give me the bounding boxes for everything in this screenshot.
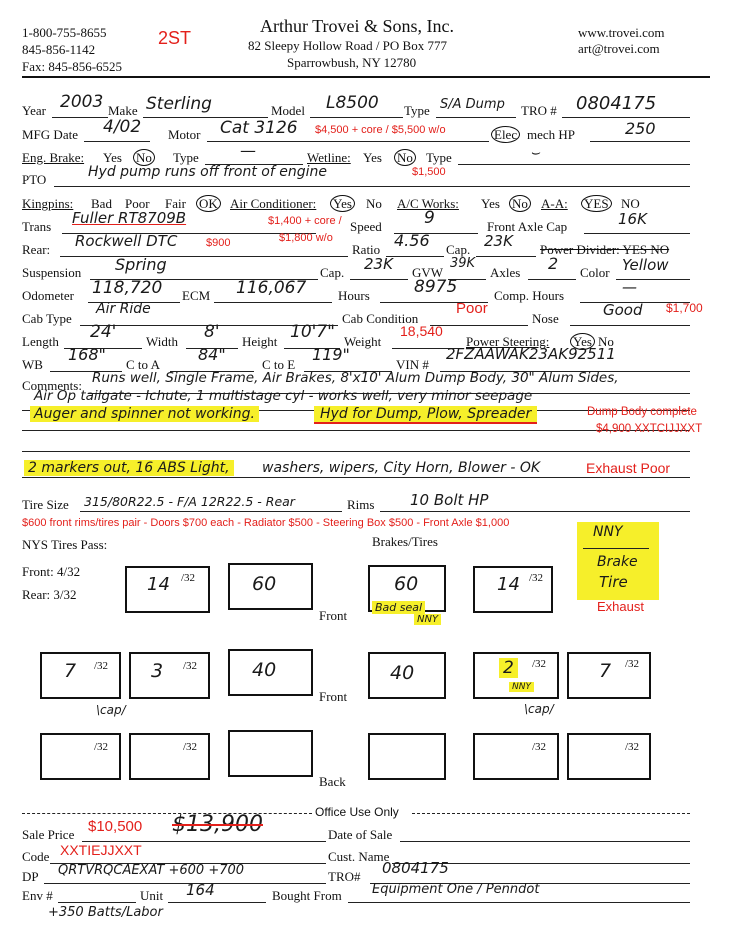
comment-line-1: Runs well, Single Frame, Air Brakes, 8'x10' Alum Dump Body, 30" Alum Sides, (92, 370, 619, 386)
label-ratio: Ratio (352, 242, 381, 257)
comment-line-4b: washers, wipers, City Horn, Blower - OK (262, 460, 541, 476)
website: www.trovei.com (578, 25, 665, 40)
label-brakes-tires: Brakes/Tires (372, 534, 438, 549)
label-env: Env # (22, 888, 53, 903)
value-c-to-e: 119" (312, 345, 350, 364)
value-cab-condition: Poor (456, 300, 488, 317)
front-left-brake-box[interactable]: 60 (228, 563, 313, 610)
value-susp-cap: 23K (364, 255, 393, 273)
sale-price-new: $10,500 (88, 818, 143, 835)
value-tire-size: 315/80R22.5 - F/A 12R22.5 - Rear (84, 494, 295, 509)
comment-line-2: Air Op tailgate - Ichute, 1 multistage cyl - works well, very minor seepage (34, 388, 533, 404)
mid-left-brake-box[interactable]: 40 (228, 649, 313, 696)
value-c-to-a: 84" (198, 345, 226, 364)
value-dp: QRTVRQCAEXAT +600 +700 (58, 863, 245, 878)
comment-line-3a: Auger and spinner not working. (30, 406, 259, 422)
label-code: Code (22, 849, 50, 864)
rear-spec: Rear: 3/32 (22, 587, 77, 602)
label-year: Year (22, 103, 46, 118)
label-cab-condition: Cab Condition (342, 311, 419, 326)
batts-labor-note: +350 Batts/Labor (48, 905, 163, 920)
label-make: Make (108, 103, 138, 118)
exhaust-note: Exhaust (597, 599, 644, 614)
label-tire-size: Tire Size (22, 497, 69, 512)
label-a-a: A-A: (541, 196, 568, 211)
a-a-no: NO (621, 196, 640, 211)
label-eng-brake: Eng. Brake: (22, 150, 85, 165)
label-dp: DP (22, 869, 39, 884)
label-comp-hours: Comp. Hours (494, 288, 565, 303)
value-ratio: 4.56 (394, 231, 430, 250)
header-rule (22, 76, 710, 78)
label-odometer: Odometer (22, 288, 74, 303)
value-eng-brake-type: — (240, 141, 256, 160)
label-gvw: GVW (412, 265, 444, 280)
label-eng-brake-type: Type (173, 150, 199, 165)
wetline-yes: Yes (363, 150, 382, 165)
label-sale-price: Sale Price (22, 827, 75, 842)
trans-price: $1,400 + core / (268, 215, 342, 227)
label-front-2: Front (319, 689, 348, 704)
wetline-no: No (394, 150, 416, 166)
office-dash-right (412, 813, 690, 814)
mid-right-brake-box[interactable]: 40 (368, 652, 446, 699)
value-wb: 168" (68, 345, 106, 364)
label-cust-name: Cust. Name (328, 849, 390, 864)
value-axles: 2 (548, 254, 559, 273)
kingpins-bad: Bad (91, 196, 112, 211)
dump-body-price: $4,900 XXTCIJJXXT (596, 423, 703, 435)
comment-line-4a: 2 markers out, 16 ABS Light, (24, 460, 234, 476)
label-front-1: Front (319, 608, 348, 623)
kingpins-fair: Fair (165, 196, 186, 211)
label-nose: Nose (532, 311, 559, 326)
label-tro-2: TRO# (328, 869, 361, 884)
label-nys-tires-pass: NYS Tires Pass: (22, 537, 108, 552)
label-wetline: Wetline: (307, 150, 351, 165)
value-motor: Cat 3126 (220, 118, 298, 138)
value-code: XXTIEJJXXT (60, 842, 142, 858)
label-kingpins: Kingpins: (22, 196, 74, 211)
label-unit: Unit (140, 888, 164, 903)
label-color: Color (580, 265, 610, 280)
label-wb: WB (22, 357, 43, 372)
label-office-use: Office Use Only (315, 805, 399, 819)
front-spec: Front: 4/32 (22, 564, 81, 579)
back-outer-right-tire-box[interactable]: /32 (567, 733, 651, 780)
dump-body-note: Dump Body complete (587, 406, 697, 418)
front-nny-note: NNY (414, 614, 441, 625)
label-power-divider: Power Divider: YES NO (540, 242, 670, 257)
value-height: 10'7" (290, 322, 335, 342)
company-name: Arthur Trovei & Sons, Inc. (260, 16, 455, 36)
motor-price: $4,500 + core / $5,500 w/o (315, 124, 446, 136)
value-tro: 0804175 (576, 93, 657, 114)
label-air-conditioner: Air Conditioner: (230, 196, 317, 211)
tag-2st: 2ST (158, 28, 192, 48)
value-tro-2: 0804175 (382, 859, 449, 877)
mid-outer-left-tire-box[interactable]: /32 7 (40, 652, 121, 699)
value-hp: 250 (625, 119, 656, 138)
cap-left-note: \cap/ (96, 703, 126, 717)
value-mfg-date: 4/02 (103, 117, 142, 137)
label-trans: Trans (22, 219, 52, 234)
value-cab-type: Air Ride (96, 301, 151, 317)
nose-price: $1,700 (666, 301, 703, 315)
value-odometer: 118,720 (92, 278, 163, 298)
ac-works-no: No (509, 196, 531, 212)
value-rear: Rockwell DTC (75, 232, 178, 250)
label-pto: PTO (22, 172, 47, 187)
label-comments: Comments: (22, 378, 82, 393)
back-left-brake-box[interactable] (228, 730, 313, 777)
label-back: Back (319, 774, 346, 789)
value-speed: 9 (424, 208, 435, 228)
kingpins-poor: Poor (125, 196, 150, 211)
label-wetline-type: Type (426, 150, 452, 165)
company-address: 82 Sleepy Hollow Road / PO Box 777 (248, 38, 447, 53)
label-susp-cap: Cap. (320, 265, 345, 280)
label-elec: Elec (491, 127, 520, 143)
label-cab-type: Cab Type (22, 311, 72, 326)
back-inner-left-tire-box[interactable]: /32 (129, 733, 210, 780)
ac-works-yes: Yes (481, 196, 500, 211)
front-left-tire-box[interactable]: /32 14 (125, 566, 210, 613)
sale-price-old: $13,900 (172, 812, 263, 837)
value-front-axle-cap: 16K (618, 210, 647, 228)
value-year: 2003 (60, 92, 104, 112)
a-a-yes: YES (581, 196, 612, 212)
ac-no: No (366, 196, 382, 211)
value-trans: Fuller RT8709B (72, 209, 187, 227)
value-vin: 2FZAAWAK23AK92511 (446, 345, 616, 363)
front-right-tire-box[interactable]: /32 14 (473, 566, 553, 613)
label-hours: Hours (338, 288, 370, 303)
pto-price: $1,500 (412, 166, 446, 178)
email: art@trovei.com (578, 41, 660, 56)
rear-price: $900 (206, 237, 231, 249)
nny-note: NNY Brake Tire (577, 522, 659, 600)
cap-right-note: \cap/ (524, 702, 554, 716)
back-inner-right-tire-box[interactable]: /32 (473, 733, 559, 780)
label-width: Width (146, 334, 178, 349)
value-model: L8500 (326, 93, 379, 113)
label-model: Model (271, 103, 305, 118)
kingpins-ok: OK (196, 196, 221, 212)
parts-prices: $600 front rims/tires pair - Doors $700 each - Radiator $500 - Steering Box $500 - Front Axle $1,000 (22, 517, 510, 529)
fax: Fax: 845-856-6525 (22, 59, 123, 74)
label-mech-hp: mech HP (527, 127, 576, 142)
value-gvw: 39K (450, 256, 476, 271)
label-motor: Motor (168, 127, 201, 142)
value-comp-hours: — (622, 278, 637, 296)
label-bought-from: Bought From (272, 888, 342, 903)
front-right-brake-box[interactable]: 60 (368, 565, 446, 612)
exhaust-poor: Exhaust Poor (586, 460, 671, 476)
eng-brake-yes: Yes (103, 150, 122, 165)
trans-price-wo: $1,800 w/o (279, 232, 333, 244)
value-weight: 18,540 (400, 323, 443, 339)
label-speed: Speed (350, 219, 382, 234)
label-ac-works: A/C Works: (397, 196, 459, 211)
label-rear-cap: Cap. (446, 242, 471, 257)
wetline-dash: ⌣ (530, 143, 540, 161)
label-suspension: Suspension (22, 265, 82, 280)
eng-brake-no: No (133, 150, 155, 166)
phone: 1-800-755-8655 (22, 25, 107, 40)
label-length: Length (22, 334, 59, 349)
value-color: Yellow (622, 256, 669, 274)
label-rims: Rims (347, 497, 375, 512)
power-steering-yes: Yes (570, 334, 595, 350)
label-tro: TRO # (521, 103, 557, 118)
value-width: 8' (204, 322, 220, 342)
value-rear-cap: 23K (484, 232, 513, 250)
label-weight: Weight (344, 334, 382, 349)
office-dash-left (22, 813, 312, 814)
value-hours: 8975 (414, 277, 458, 297)
label-c-to-e: C to E (262, 357, 296, 372)
value-length: 24' (90, 322, 117, 342)
comment-line-3b: Hyd for Dump, Plow, Spreader (314, 406, 537, 424)
value-rims: 10 Bolt HP (410, 491, 489, 509)
value-nose: Good (603, 301, 643, 319)
power-steering-no: No (598, 334, 614, 349)
value-unit: 164 (186, 881, 215, 899)
value-make: Sterling (146, 94, 212, 114)
value-type: S/A Dump (440, 97, 505, 112)
label-date-of-sale: Date of Sale (328, 827, 393, 842)
label-vin: VIN # (396, 357, 429, 372)
label-axles: Axles (490, 265, 521, 280)
value-pto: Hyd pump runs off front of engine (88, 164, 328, 180)
label-front-axle-cap: Front Axle Cap (487, 219, 568, 234)
mid-inner-right-tire-box[interactable]: /32 2 NNY (473, 652, 559, 699)
value-bought-from: Equipment One / Penndot (372, 882, 540, 897)
company-city: Sparrowbush, NY 12780 (287, 55, 417, 70)
value-ecm: 116,067 (236, 278, 307, 298)
mid-outer-right-tire-box[interactable]: /32 7 (567, 652, 651, 699)
label-ecm: ECM (182, 288, 211, 303)
ac-yes: Yes (330, 196, 355, 212)
label-rear: Rear: (22, 242, 51, 257)
mid-inner-left-tire-box[interactable]: /32 3 (129, 652, 210, 699)
back-outer-left-tire-box[interactable]: /32 (40, 733, 121, 780)
bad-seal-note: Bad seal (372, 601, 425, 614)
phone-2: 845-856-1142 (22, 42, 96, 57)
label-type: Type (404, 103, 430, 118)
label-height: Height (242, 334, 278, 349)
label-mfg-date: MFG Date (22, 127, 78, 142)
label-c-to-a: C to A (126, 357, 160, 372)
label-power-steering: Power Steering: (466, 334, 550, 349)
back-right-brake-box[interactable] (368, 733, 446, 780)
value-suspension: Spring (115, 255, 167, 274)
